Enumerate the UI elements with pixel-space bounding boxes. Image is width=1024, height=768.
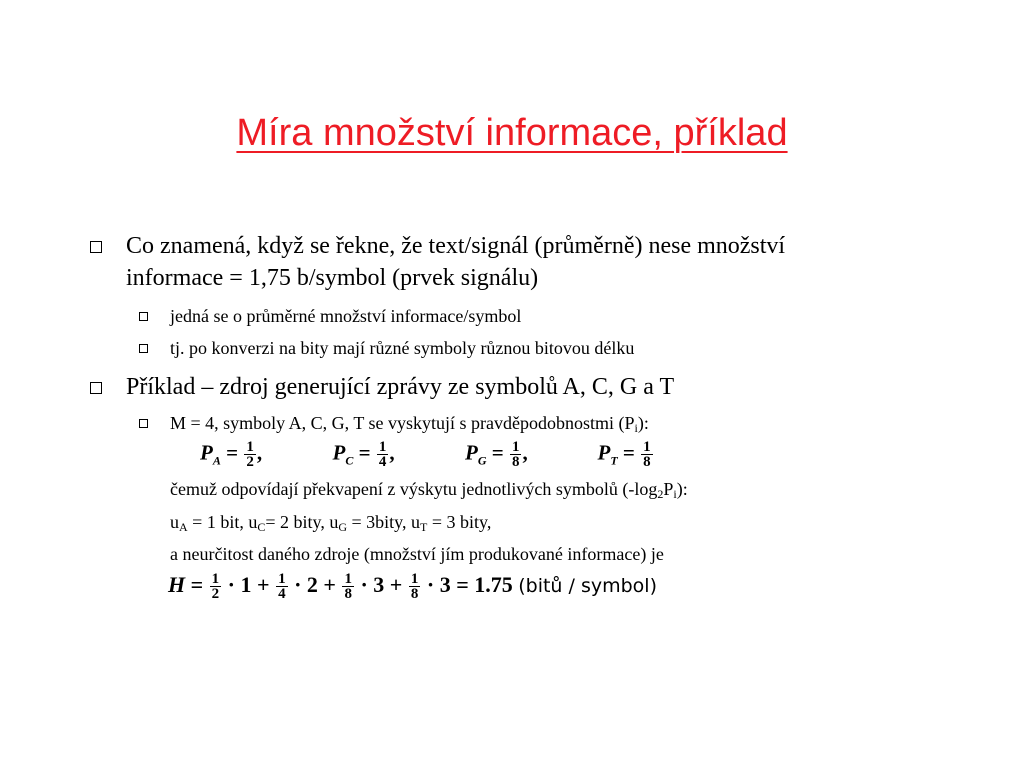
entropy-text: a neurčitost daného zdroje (množství jím produkované informace) je [170, 544, 664, 564]
bullet-square-icon [139, 312, 148, 321]
bullet-2-sub-1: M = 4, symboly A, C, G, T se vyskytují s pravděpodobnostmi $(P_i)$: [170, 413, 649, 435]
bullet-1-sub-1: jedná se o průměrné množství informace/symbol [170, 306, 522, 326]
bullet-1-line-1: Co znamená, když se řekne, že text/signál (průměrně) nese množství [126, 233, 786, 259]
prob-term: $P_G$ = $\frac{1}{8}$ , [465, 439, 528, 470]
surprise-text: čemuž odpovídají překvapení z výskytu jednotlivých symbolů $(-\log_2P_i)$: [170, 479, 688, 501]
prob-term: $P_T$ = $\frac{1}{8}$ [597, 439, 651, 470]
bullet-square-icon [139, 344, 148, 353]
bullet-square-icon [90, 382, 102, 394]
probability-formula [200, 440, 698, 469]
bullet-1-line-2: informace = 1,75 b/symbol (prvek signálu) [126, 265, 539, 291]
prob-term: $P_A$ = $\frac{1}{2}$ , [200, 439, 263, 470]
entropy-formula: H = $\frac{1}{2}$ · 1 + $\frac{1}{4}$ · 2 + $\frac{1}{8}$ · 3 + $\frac{1}{8}$ · 3 = 1.75 (bitů / symbol) [168, 571, 657, 603]
bullet-2: Příklad – zdroj generující zprávy ze symbolů A, C, G a T [126, 374, 675, 400]
surprise-values: $u_A = 1$ bit, $u_C= 2$ bity, $u_G$ = 3bity, $u_T = 3$ bity, [170, 512, 492, 534]
bullet-square-icon [90, 241, 102, 253]
bullet-square-icon [139, 419, 148, 428]
slide-title: Míra množství informace, příklad [236, 112, 788, 154]
bullet-1-sub-2: tj. po konverzi na bity mají různé symboly různou bitovou délku [170, 338, 635, 358]
prob-term: $P_C$ = $\frac{1}{4}$ , [332, 439, 395, 470]
